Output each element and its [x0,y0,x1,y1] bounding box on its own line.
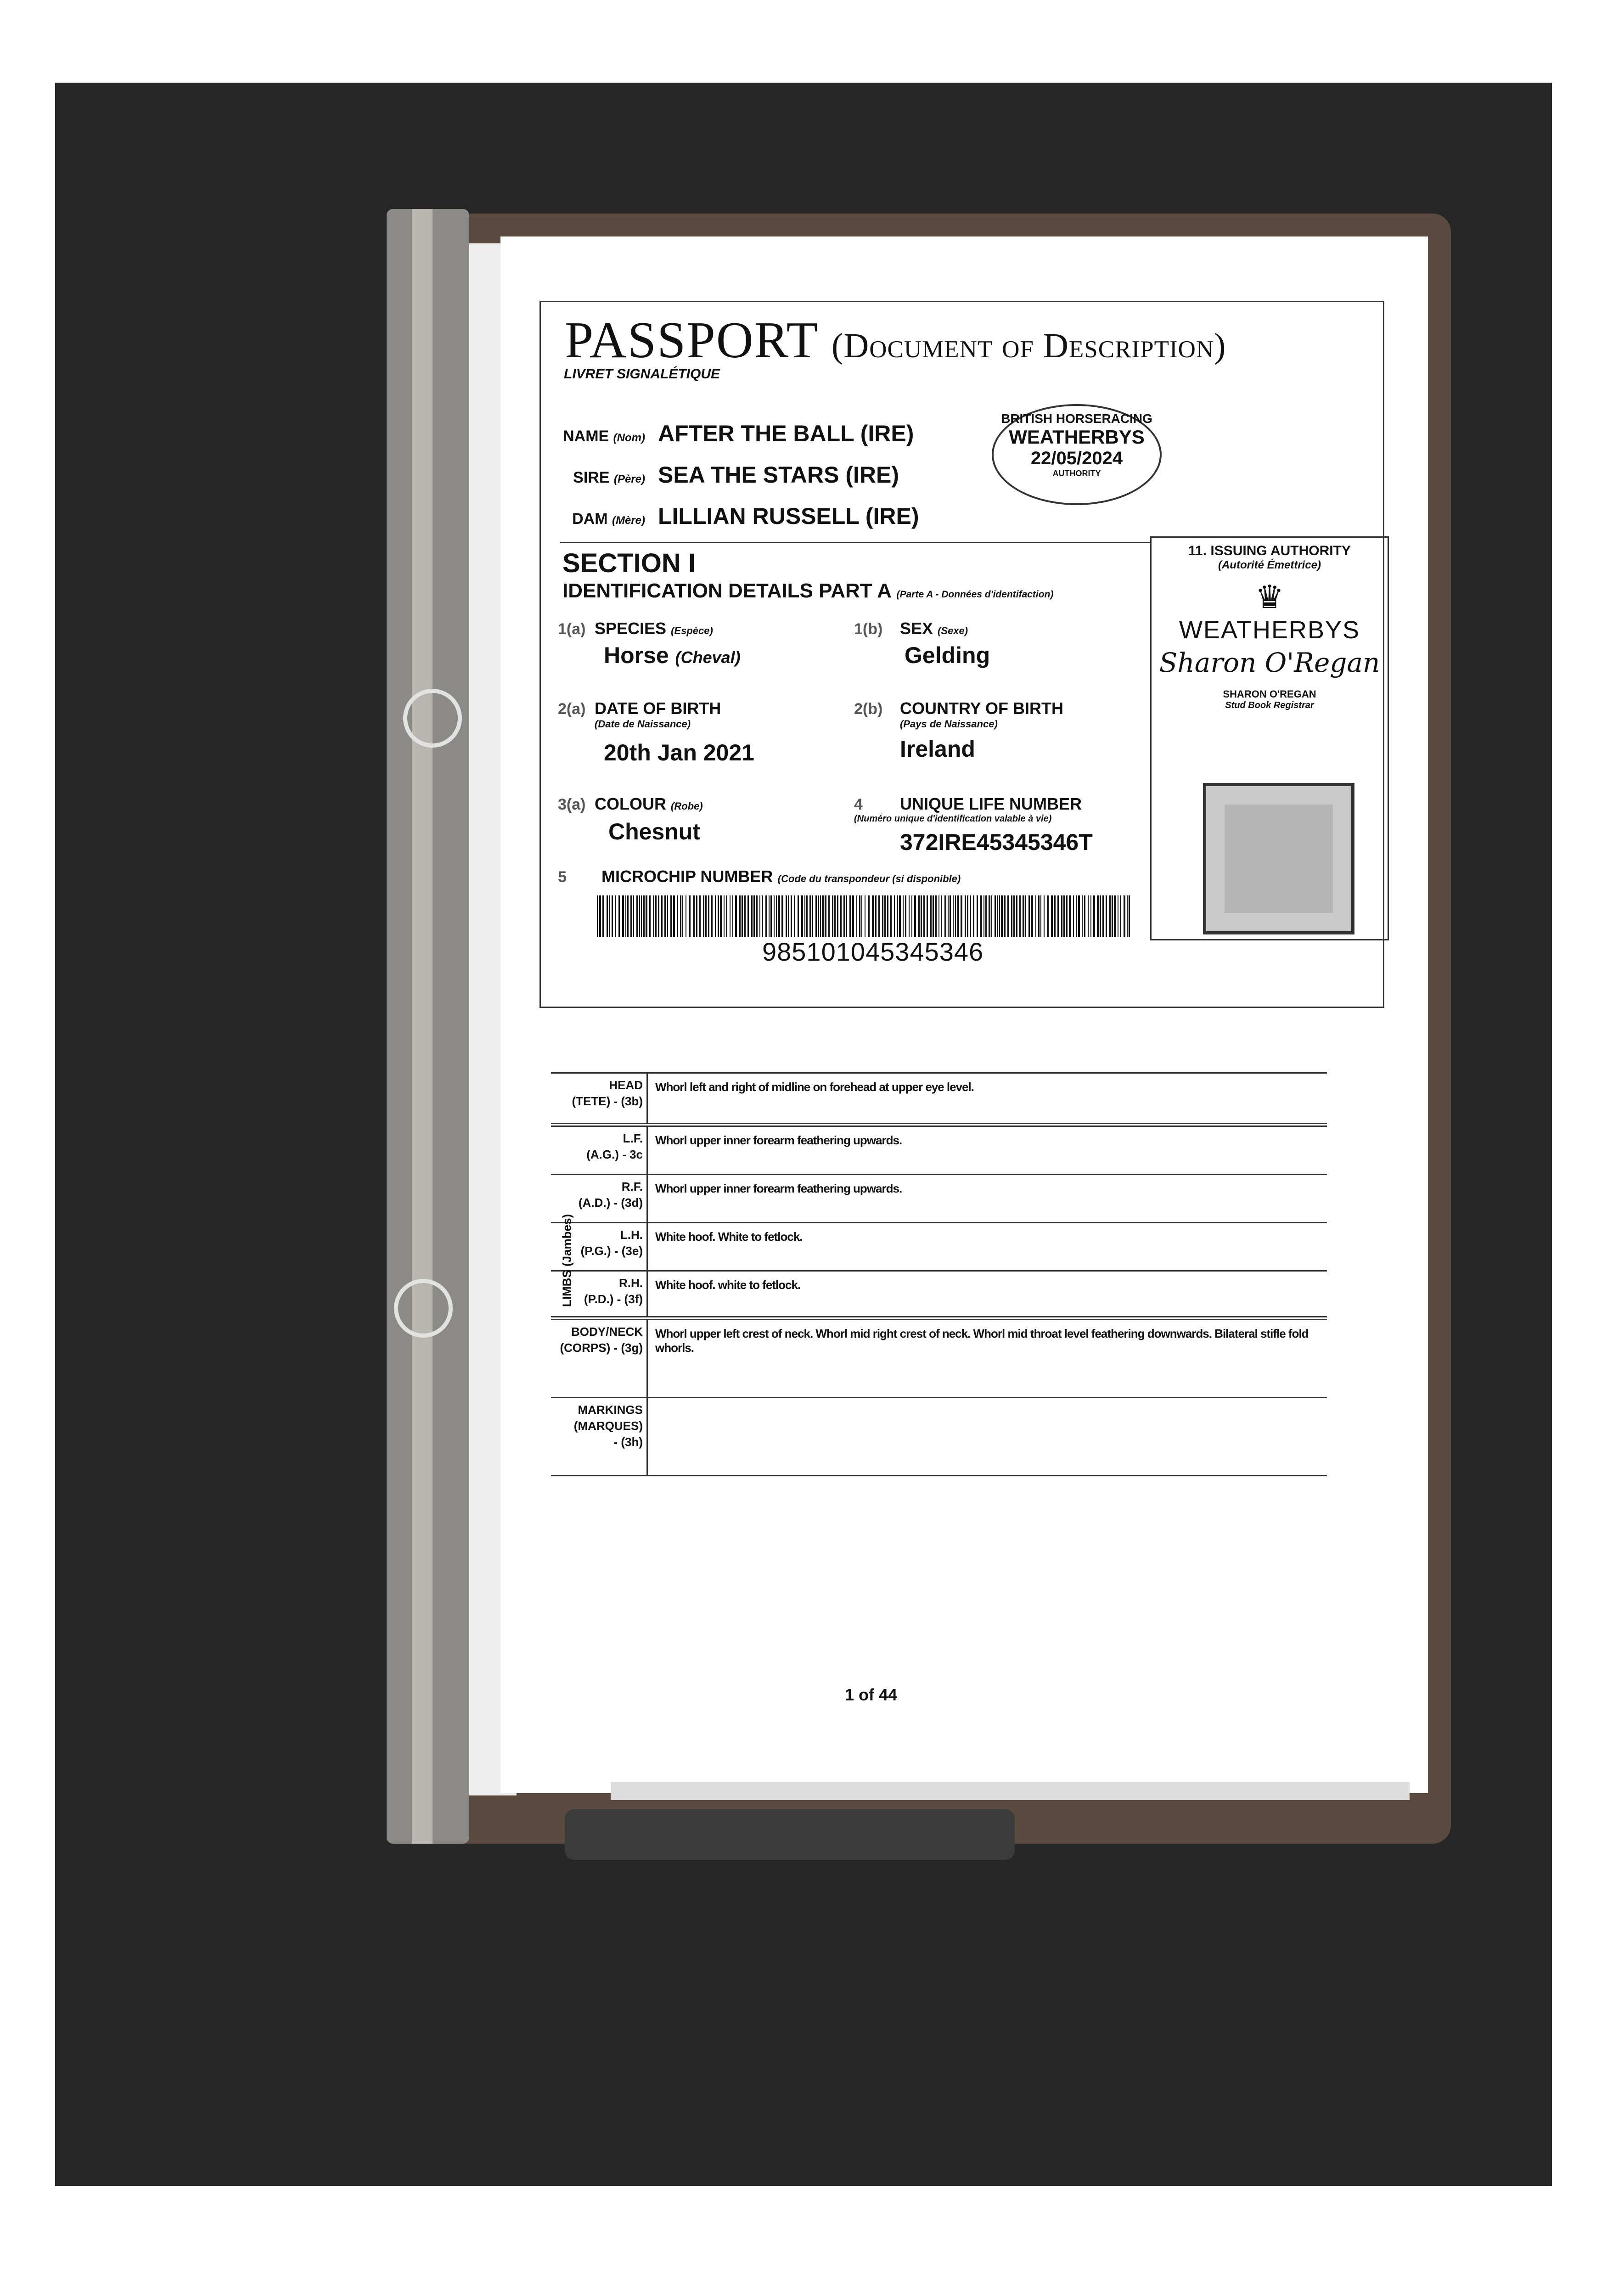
barcode-bar [878,895,880,937]
row-label: MARKINGS (MARQUES) - (3h) [551,1398,647,1476]
barcode-bar [859,895,860,937]
barcode-bar [999,895,1000,937]
issuing-authority-box: 11. ISSUING AUTHORITY (Autorité Émettrice) ♛ WEATHERBYS Sharon O'Regan SHARON O'REGAN Stud Book Registrar [1150,536,1389,940]
barcode-bar [747,895,749,937]
barcode-bar [664,895,666,937]
barcode-bar [646,895,647,937]
barcode-bar [837,895,838,937]
barcode-bar [705,895,707,937]
barcode-bar [794,895,795,937]
barcode-bar [612,895,613,937]
barcode-bar [711,895,713,937]
barcode-bar [627,895,629,937]
divider [560,542,1150,543]
stamp-date: 22/05/2024 [1030,448,1123,468]
barcode-bar [955,895,956,937]
barcode-bar [1127,895,1128,937]
horse-name: AFTER THE BALL (IRE) [658,421,914,446]
barcode-bar [770,895,772,937]
barcode-bar [774,895,775,937]
barcode-bar [641,895,642,937]
barcode-bar [643,895,645,937]
barcode-bar [649,895,651,937]
markings-table [551,1072,1327,1476]
barcode-bar [846,895,847,937]
barcode-bar [1112,895,1113,937]
barcode-bar [1047,895,1049,937]
row-label: L.F. (A.G.) - 3c [551,1126,647,1175]
barcode-bar [1044,895,1045,937]
page-stack-bottom [611,1782,1410,1800]
field-country-of-birth: 2(b) COUNTRY OF BIRTH (Pays de Naissance) Ireland [854,699,1063,762]
page-subtitle: (Document of Description) [832,326,1226,365]
barcode-bar [735,895,737,937]
barcode-bar [985,895,987,937]
sire-name: SEA THE STARS (IRE) [658,462,899,488]
barcode-bar [935,895,937,937]
barcode-bar [884,895,886,937]
barcode-bar [696,895,697,937]
colour-value: Chesnut [608,819,700,844]
field-microchip: 5 MICROCHIP NUMBER (Code du transpondeur (si disponible) [558,867,961,886]
barcode-bar [1025,895,1026,937]
barcode-bar [636,895,638,937]
barcode-bar [786,895,787,937]
barcode-bar [703,895,704,937]
page-number: 1 of 44 [845,1685,898,1704]
table-row [551,1073,1327,1124]
barcode-bar [933,895,934,937]
barcode-bar [751,895,753,937]
barcode-bar [828,895,830,937]
barcode-bar [781,895,783,937]
barcode-bar [602,895,604,937]
barcode-bar [927,895,928,937]
barcode-bar [667,895,668,937]
field-sex: 1(b) SEX (Sexe) Gelding [854,619,990,668]
barcode-bar [791,895,792,937]
barcode-bar [1109,895,1111,937]
barcode-bar [948,895,949,937]
barcode-bar [798,895,799,937]
barcode-bar [1035,895,1036,937]
barcode-bar [856,895,857,937]
barcode-bar [894,895,895,937]
barcode-bar [953,895,954,937]
barcode-bar [938,895,939,937]
barcode-bar [1023,895,1024,937]
barcode-bar [742,895,743,937]
barcode-bar [1102,895,1104,937]
barcode-bar [639,895,640,937]
barcode-bar [655,895,657,937]
barcode-bar [1124,895,1125,937]
barcode-bar [973,895,974,937]
limbs-label: LIMBS (Jambes) [560,1214,574,1307]
table-row [551,1175,1327,1223]
barcode-bar [995,895,996,937]
barcode-bar [1078,895,1080,937]
page-title: PASSPORT (Document of Description) [565,312,1226,369]
barcode-bar [776,895,777,937]
barcode-bar [732,895,733,937]
barcode-bar [1004,895,1006,937]
barcode-bar [689,895,691,937]
table-row [551,1271,1327,1317]
barcode-bar [983,895,984,937]
field-date-of-birth: 2(a) DATE OF BIRTH (Date de Naissance) 20th Jan 2021 [558,699,754,765]
barcode-bar [812,895,813,937]
barcode-bar [832,895,833,937]
species-value: Horse [604,642,669,668]
barcode-bar [778,895,780,937]
barcode-bar [977,895,978,937]
barcode-bar [923,895,925,937]
barcode-bar [1007,895,1009,937]
barcode-bar [762,895,763,937]
barcode-bar [909,895,910,937]
barcode-bar [1093,895,1095,937]
barcode-bar [911,895,912,937]
barcode-bar [1097,895,1099,937]
barcode-bar [903,895,904,937]
barcode-bar [801,895,803,937]
barcode-bar [788,895,789,937]
barcode-bar [680,895,681,937]
section-heading: IDENTIFICATION DETAILS PART A (Parte A - Données d'identifaction) [562,580,1054,602]
barcode-bar [967,895,968,937]
row-label: L.H. (P.G.) - (3e) [551,1223,647,1271]
barcode-bar [899,895,901,937]
barcode-bar [1129,895,1130,937]
barcode-bar [759,895,760,937]
barcode-bar [653,895,654,937]
barcode-bar [625,895,626,937]
barcode-bar [921,895,922,937]
barcode-bar [1082,895,1083,937]
binder-ring [403,689,462,748]
barcode-bar [1038,895,1040,937]
field-colour: 3(a) COLOUR (Robe) Chesnut [558,794,703,844]
barcode-bar [840,895,842,937]
row-description: Whorl upper left crest of neck. Whorl mid right crest of neck. Whorl mid throat level feathering downwards. Bilateral stifle fold whorls. [647,1320,1327,1398]
barcode-bar [950,895,951,937]
country-value: Ireland [900,736,975,762]
barcode-bar [1063,895,1065,937]
row-description: Whorl upper inner forearm feathering upwards. [647,1175,1327,1223]
barcode-bar [599,895,601,937]
barcode-bar [818,895,819,937]
sire-row: SIRE (Père) SEA THE STARS (IRE) [573,462,899,488]
barcode-bar [726,895,727,937]
barcode-bar [882,895,883,937]
barcode-bar [756,895,758,937]
table-row [551,1223,1327,1271]
field-species: 1(a) SPECIES (Espèce) Horse (Cheval) [558,619,741,668]
barcode-bar [1073,895,1074,937]
barcode-bar [861,895,862,937]
barcode-bar [1040,895,1041,937]
row-description: White hoof. White to fetlock. [647,1223,1327,1271]
barcode-bar [744,895,746,937]
name-row: NAME (Nom) AFTER THE BALL (IRE) [563,421,914,446]
barcode-bar [965,895,966,937]
barcode-bar [980,895,982,937]
microchip-number: 985101045345346 [762,937,984,966]
section-title: SECTION I [562,548,696,578]
uln-value: 372IRE45345346T [900,829,1093,855]
barcode-bar [991,895,992,937]
row-label: HEAD (TETE) - (3b) [551,1073,647,1124]
barcode-bar [1057,895,1059,937]
barcode-bar [1028,895,1030,937]
table-row [551,1126,1327,1175]
barcode-bar [970,895,971,937]
barcode-bar [872,895,874,937]
barcode-bar [849,895,851,937]
barcode-bar [1069,895,1071,937]
barcode-bar [989,895,990,937]
barcode-bar [630,895,632,937]
barcode-bar [905,895,906,937]
barcode-bar [834,895,836,937]
barcode-bar [682,895,683,937]
barcode-bar [765,895,767,937]
issuing-authority-heading: 11. ISSUING AUTHORITY [1188,543,1351,558]
barcode-bar [739,895,741,937]
barcode-bar [718,895,719,937]
barcode-bar [708,895,709,937]
barcode-bar [1090,895,1091,937]
authority-stamp: BRITISH HORSERACING WEATHERBYS 22/05/2024 AUTHORITY [992,404,1162,505]
barcode-bar [670,895,672,937]
barcode-bar [914,895,916,937]
barcode-bar [957,895,959,937]
dob-value: 20th Jan 2021 [604,740,754,765]
row-label: R.H. (P.D.) - (3f) [551,1271,647,1317]
barcode-bar [815,895,817,937]
barcode-bar [1100,895,1101,937]
barcode-bar [875,895,877,937]
barcode-bar [753,895,755,937]
barcode-bar [944,895,946,937]
dam-name: LILLIAN RUSSELL (IRE) [658,503,919,529]
barcode-bar [1011,895,1012,937]
barcode-bar [1084,895,1085,937]
registrar-name: SHARON O'REGAN [1223,688,1316,700]
authority-brand: WEATHERBYS [1179,616,1360,644]
barcode-bar [918,895,920,937]
barcode-bar [822,895,824,937]
barcode-bar [961,895,962,937]
crest-icon: ♛ [1255,579,1284,615]
row-label: R.F. (A.D.) - (3d) [551,1175,647,1223]
dam-row: DAM (Mère) LILLIAN RUSSELL (IRE) [572,503,919,529]
hologram-seal [1203,783,1354,934]
barcode-bar [897,895,898,937]
sleeve-clip [565,1809,1015,1860]
registrar-role: Stud Book Registrar [1225,700,1314,710]
barcode-bar [730,895,731,937]
barcode-bar [804,895,805,937]
barcode-bar [615,895,616,937]
barcode-bar [868,895,870,937]
barcode-bar [1019,895,1021,937]
barcode-bar [699,895,701,937]
barcode-bar [997,895,998,937]
barcode-bar [930,895,932,937]
microchip-barcode [597,895,1134,937]
barcode-bar [1031,895,1033,937]
barcode-bar [618,895,620,937]
barcode-bar [1061,895,1062,937]
barcode-bar [724,895,725,937]
barcode-bar [597,895,598,937]
barcode-bar [693,895,695,937]
row-description: White hoof. white to fetlock. [647,1271,1327,1317]
barcode-bar [715,895,716,937]
barcode-bar [769,895,770,937]
field-unique-life-number: 4 UNIQUE LIFE NUMBER (Numéro unique d'identification valable à vie) 372IRE45345346T [854,794,1093,855]
binder-spine [387,209,469,1844]
barcode-bar [1054,895,1056,937]
barcode-bar [1076,895,1077,937]
signature: Sharon O'Regan [1159,647,1380,678]
row-description: Whorl upper inner forearm feathering upwards. [647,1126,1327,1175]
barcode-bar [1066,895,1068,937]
barcode-bar [890,895,892,937]
barcode-bar [1114,895,1116,937]
barcode-bar [1120,895,1121,937]
barcode-bar [820,895,821,937]
barcode-bar [622,895,624,937]
barcode-bar [843,895,845,937]
barcode-bar [673,895,675,937]
barcode-bar [677,895,678,937]
barcode-bar [720,895,722,937]
barcode-bar [1016,895,1017,937]
barcode-bar [852,895,854,937]
barcode-bar [806,895,808,937]
table-row [551,1398,1327,1476]
row-description [647,1398,1327,1476]
table-row [551,1320,1327,1398]
barcode-bar [1001,895,1003,937]
barcode-bar [1088,895,1089,937]
barcode-bar [809,895,811,937]
barcode-bar [1051,895,1053,937]
barcode-bar [1013,895,1015,937]
barcode-bar [825,895,826,937]
barcode-bar [633,895,634,937]
row-label: BODY/NECK (CORPS) - (3g) [551,1320,647,1398]
barcode-bar [941,895,942,937]
barcode-bar [1106,895,1107,937]
title-french: LIVRET SIGNALÉTIQUE [564,366,720,382]
barcode-bar [661,895,663,937]
binder-ring [394,1279,453,1338]
barcode-bar [607,895,608,937]
barcode-bar [609,895,610,937]
barcode-bar [887,895,888,937]
sex-value: Gelding [905,642,990,668]
row-description: Whorl left and right of midline on forehead at upper eye level. [647,1073,1327,1124]
barcode-bar [658,895,659,937]
